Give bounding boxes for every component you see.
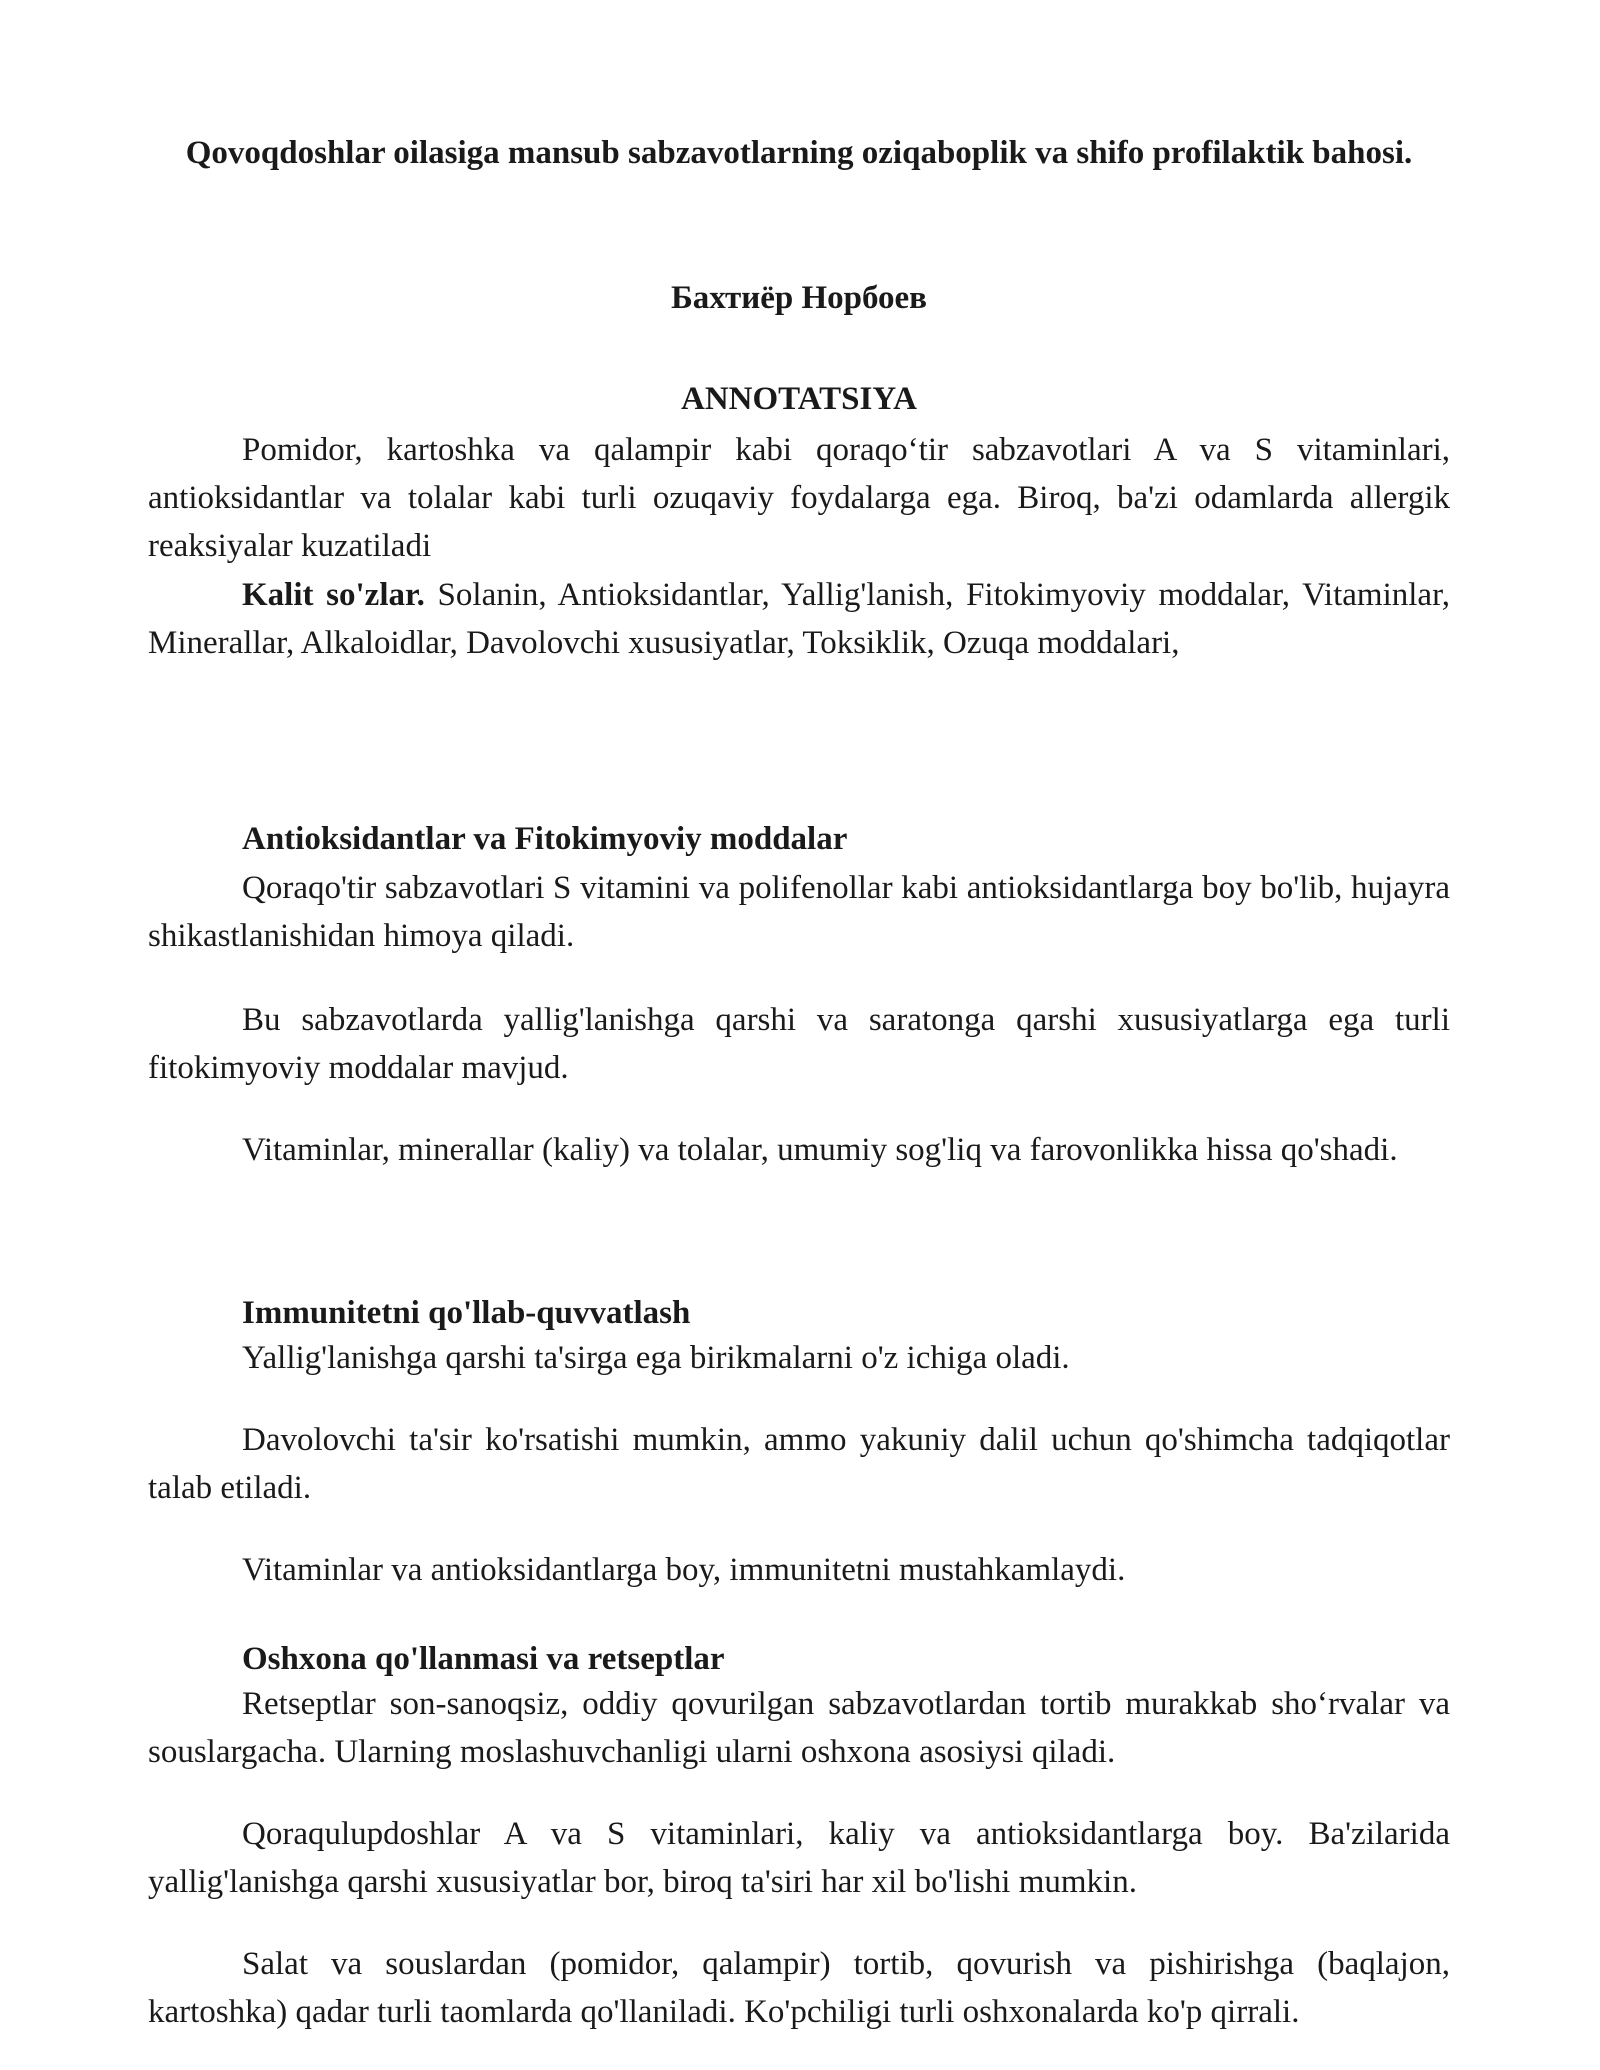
author-name: Бахтиёр Норбоев bbox=[670, 280, 928, 316]
section-paragraph: Qoraqo'tir sabzavotlari S vitamini va polifenollar kabi antioksidantlarga boy bo'lib, hujayra shikastlanishidan himoya qiladi. bbox=[148, 870, 1450, 954]
keywords-label: Kalit so'zlar. bbox=[242, 577, 425, 613]
section-paragraph: Retseptlar son-sanoqsiz, oddiy qovurilgan sabzavotlardan tortib murakkab sho‘rvalar va souslargacha. Ularning moslashuvchanligi ularni oshxona asosiysi qiladi. bbox=[148, 1686, 1450, 1770]
section-paragraph: Salat va souslardan (pomidor, qalampir) tortib, qovurish va pishirishga (baqlajon, kartoshka) qadar turli taomlarda qo'llaniladi. Ko'pchiligi turli oshxonalarda ko'p qirrali. bbox=[148, 1946, 1450, 2030]
keywords-text: Solanin, Antioksidantlar, Yallig'lanish, Fitokimyoviy moddalar, Vitaminlar, Minerallar, Alkaloidlar, Davolovchi xususiyatlar, Toksiklik, Ozuqa moddalari, bbox=[148, 577, 1450, 661]
annotation-text: Pomidor, kartoshka va qalampir kabi qoraqo‘tir sabzavotlari A va S vitaminlari, antioksidantlar va tolalar kabi turli ozuqaviy foydalarga ega. Biroq, ba'zi odamlarda allergik reaksiyalar kuzatiladi bbox=[148, 432, 1450, 564]
section-paragraph: Yallig'lanishga qarshi ta'sirga ega birikmalarni o'z ichiga oladi. bbox=[242, 1340, 1070, 1376]
section-paragraph: Vitaminlar va antioksidantlarga boy, immunitetni mustahkamlaydi. bbox=[242, 1552, 1126, 1588]
section-paragraph: Qoraqulupdoshlar A va S vitaminlari, kaliy va antioksidantlarga boy. Ba'zilarida yallig'lanishga qarshi xususiyatlar bor, biroq ta'siri har xil bo'lishi mumkin. bbox=[148, 1816, 1450, 1900]
section-heading-immunity: Immunitetni qo'llab-quvvatlash bbox=[242, 1295, 691, 1331]
section-paragraph: Bu sabzavotlarda yallig'lanishga qarshi va saratonga qarshi xususiyatlarga ega turli fitokimyoviy moddalar mavjud. bbox=[148, 1002, 1450, 1086]
annotation-heading: ANNOTATSIYA bbox=[681, 381, 917, 417]
section-paragraph: Vitaminlar, minerallar (kaliy) va tolalar, umumiy sog'liq va farovonlikka hissa qo'shadi. bbox=[242, 1132, 1398, 1168]
keywords-paragraph bbox=[148, 571, 1450, 667]
section-heading-antioxidants: Antioksidantlar va Fitokimyoviy moddalar bbox=[242, 821, 848, 857]
document-title: Qovoqdoshlar oilasiga mansub sabzavotlarning oziqaboplik va shifo profilaktik bahosi. bbox=[185, 135, 1413, 171]
section-paragraph: Davolovchi ta'sir ko'rsatishi mumkin, ammo yakuniy dalil uchun qo'shimcha tadqiqotlar talab etiladi. bbox=[148, 1422, 1450, 1506]
section-heading-kitchen: Oshxona qo'llanmasi va retseptlar bbox=[242, 1641, 725, 1677]
